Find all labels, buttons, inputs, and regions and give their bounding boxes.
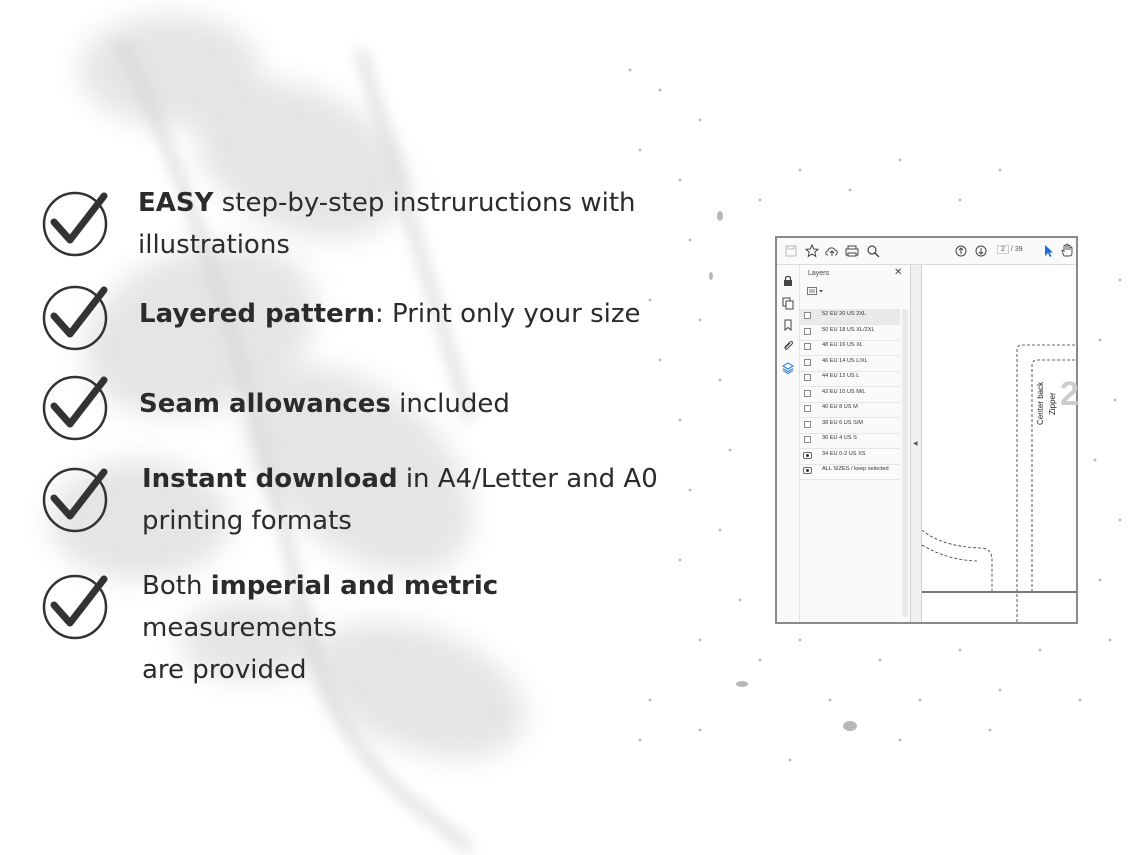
check-circle-icon xyxy=(42,571,110,639)
page-separator: / xyxy=(1010,246,1013,253)
layer-label: 52 EU 20 US 2XL xyxy=(822,311,867,317)
layer-label: 50 EU 18 US XL/2XL xyxy=(822,326,875,333)
doc-big-number: 2 xyxy=(1060,375,1079,413)
check-circle-icon xyxy=(42,188,110,256)
layer-row[interactable] xyxy=(800,340,900,356)
viewer-left-rail xyxy=(777,265,800,622)
feature-prefix: Both xyxy=(142,571,211,601)
feature-text xyxy=(138,182,636,266)
layer-row[interactable] xyxy=(800,433,900,449)
chevron-left-icon[interactable]: ◀ xyxy=(913,441,918,447)
visibility-checkbox[interactable] xyxy=(804,421,811,428)
visibility-checkbox[interactable] xyxy=(804,312,811,319)
page-up-icon[interactable] xyxy=(953,243,969,259)
document-page-preview xyxy=(922,265,1079,622)
layer-label: ALL SIZES / keep selected xyxy=(822,466,889,472)
page-total: 39 xyxy=(1014,246,1023,253)
check-circle-icon xyxy=(42,464,110,532)
layer-label: 42 EU 10 US M/L xyxy=(822,388,866,395)
zoom-icon[interactable] xyxy=(865,243,881,259)
feature-bold: imperial and metric xyxy=(210,571,499,601)
page-down-icon[interactable] xyxy=(973,243,989,259)
feature-body: in A4/Letter and A0 xyxy=(397,464,658,494)
close-icon[interactable]: ✕ xyxy=(894,267,903,278)
feature-text xyxy=(139,293,641,335)
doc-label-center-back: Center back xyxy=(1036,381,1045,425)
eye-icon[interactable] xyxy=(803,467,812,474)
feature-text xyxy=(139,383,510,425)
save-icon[interactable] xyxy=(783,243,799,259)
check-circle-icon xyxy=(42,282,110,350)
pages-icon[interactable] xyxy=(781,296,795,310)
viewer-toolbar xyxy=(777,238,1076,265)
feature-body: : Print only your size xyxy=(375,299,641,329)
layer-label: 46 EU 14 US L/XL xyxy=(822,357,868,364)
layer-row[interactable] xyxy=(800,418,900,434)
layer-row[interactable] xyxy=(800,356,900,372)
feature-text xyxy=(142,565,692,691)
layer-row[interactable] xyxy=(800,402,900,418)
feature-body-line2: illustrations xyxy=(138,230,290,260)
eye-icon[interactable] xyxy=(803,452,812,459)
visibility-checkbox[interactable] xyxy=(804,359,811,366)
feature-text xyxy=(142,458,658,542)
layer-label: 36 EU 4 US S xyxy=(822,435,857,441)
print-icon[interactable] xyxy=(844,243,860,259)
page-current[interactable]: 2 xyxy=(997,245,1009,254)
feature-body: measurements xyxy=(142,613,337,643)
visibility-checkbox[interactable] xyxy=(804,328,811,335)
attachment-icon[interactable] xyxy=(781,339,795,353)
layer-row[interactable] xyxy=(800,449,900,465)
visibility-checkbox[interactable] xyxy=(804,436,811,443)
bookmark-icon[interactable] xyxy=(781,318,795,332)
layer-label: 34 EU 0-2 US XS xyxy=(822,450,866,457)
select-cursor-icon[interactable] xyxy=(1040,243,1056,259)
feature-bold: Layered pattern xyxy=(139,299,375,329)
doc-label-zipper: Zipper xyxy=(1048,392,1057,415)
visibility-checkbox[interactable] xyxy=(804,343,811,350)
visibility-checkbox[interactable] xyxy=(804,405,811,412)
page-indicator[interactable] xyxy=(997,245,1023,254)
panel-collapse-handle[interactable] xyxy=(911,265,922,622)
pdf-viewer-screenshot xyxy=(775,236,1078,624)
layer-label: 38 EU 6 US S/M xyxy=(822,419,864,426)
layer-label: 48 EU 16 US XL xyxy=(822,342,864,348)
visibility-checkbox[interactable] xyxy=(804,390,811,397)
layer-label: 44 EU 12 US L xyxy=(822,373,860,379)
visibility-checkbox[interactable] xyxy=(804,374,811,381)
layer-row[interactable] xyxy=(800,464,900,480)
layer-row[interactable] xyxy=(800,309,900,325)
feature-body-line2: printing formats xyxy=(142,506,352,536)
feature-bold: Instant download xyxy=(142,464,398,494)
star-icon[interactable] xyxy=(804,243,820,259)
cloud-upload-icon[interactable] xyxy=(824,243,840,259)
feature-body: step-by-step instruructions with xyxy=(213,188,636,218)
options-menu-icon[interactable] xyxy=(807,286,825,297)
feature-bold: EASY xyxy=(138,188,214,218)
layers-scrollbar[interactable] xyxy=(902,309,908,617)
lock-icon[interactable] xyxy=(781,274,795,288)
feature-body-line2: are provided xyxy=(142,655,307,685)
layers-panel xyxy=(800,265,911,622)
layer-row[interactable] xyxy=(800,371,900,387)
hand-tool-icon[interactable] xyxy=(1059,243,1075,259)
layer-row[interactable] xyxy=(800,325,900,341)
layer-label: 40 EU 8 US M xyxy=(822,404,858,410)
layer-row[interactable] xyxy=(800,387,900,403)
feature-body: included xyxy=(390,389,510,419)
layers-panel-title: Layers xyxy=(808,270,830,277)
check-circle-icon xyxy=(42,372,110,440)
layers-icon[interactable] xyxy=(781,361,795,375)
feature-bold: Seam allowances xyxy=(139,389,391,419)
